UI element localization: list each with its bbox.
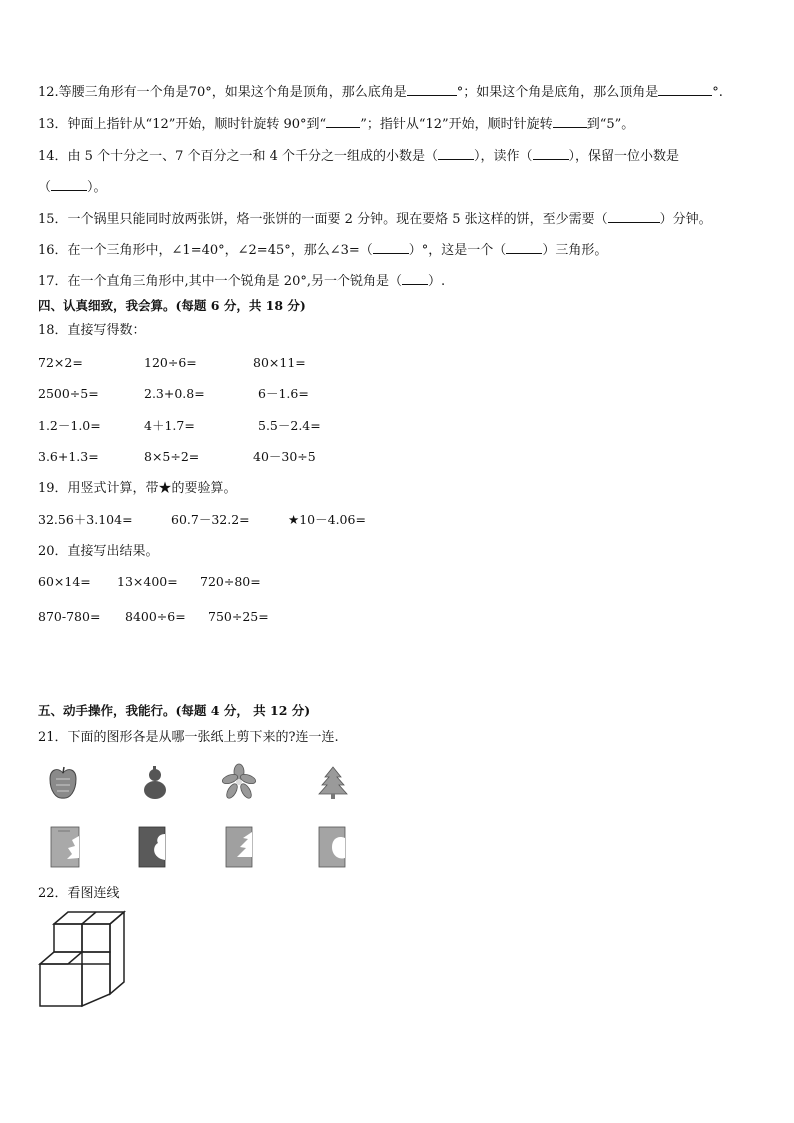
q18-item: 1.2－1.0=	[38, 418, 101, 433]
q14-text-2: ），读作（	[474, 149, 533, 164]
question-14-line-2	[38, 178, 107, 196]
q12-answer-blank-2[interactable]	[658, 83, 712, 96]
question-19-title: 19．用竖式计算，带★的要验算。	[38, 481, 237, 496]
q18-item: 3.6+1.3=	[38, 449, 99, 464]
q13-text-3: 到“5”。	[586, 117, 635, 132]
q15-text-2: ）分钟。	[659, 212, 712, 227]
q12-answer-blank-1[interactable]	[407, 83, 457, 96]
question-16	[38, 241, 607, 259]
q16-text-2: ）°，这是一个（	[408, 243, 507, 258]
question-18-title: 18．直接写得数：	[38, 323, 146, 338]
q20-item: 870-780=	[38, 609, 101, 624]
q19-item: 32.56＋3.104=	[38, 512, 133, 527]
question-14	[38, 147, 679, 165]
tree-cutout-icon	[316, 765, 350, 801]
paper-with-gourd-hole-icon	[138, 826, 166, 868]
q18-item: 4＋1.7=	[144, 418, 195, 433]
apple-cutout-icon	[48, 765, 78, 801]
question-22-title: 22．看图连线	[38, 886, 120, 901]
q14-text-5: ）。	[87, 180, 107, 195]
q12-text-1: 12.等腰三角形有一个角是70°，如果这个角是顶角，那么底角是	[38, 85, 407, 100]
paper-with-apple-hole-icon	[318, 826, 346, 868]
q16-answer-blank-1[interactable]	[373, 241, 409, 254]
q19-item: 60.7－32.2=	[171, 512, 250, 527]
q18-item: 8×5÷2=	[144, 449, 200, 464]
q16-text-3: ）三角形。	[542, 243, 608, 258]
question-15	[38, 210, 712, 228]
section-5-heading: 五、动手操作，我能行。(每题 4 分， 共 12 分)	[38, 703, 311, 718]
cube-stack-figure	[38, 910, 134, 1010]
q17-answer-blank[interactable]	[402, 272, 428, 285]
q15-text-1: 15．一个锅里只能同时放两张饼，烙一张饼的一面要 2 分钟。现在要烙 5 张这样的饼，至少需要（	[38, 212, 608, 227]
q20-item: 8400÷6=	[125, 609, 186, 624]
gourd-cutout-icon	[140, 765, 170, 801]
q18-item: 72×2=	[38, 355, 83, 370]
q15-answer-blank[interactable]	[608, 210, 660, 223]
q20-item: 750÷25=	[208, 609, 269, 624]
q17-text-1: 17．在一个直角三角形中,其中一个锐角是 20°,另一个锐角是（	[38, 274, 402, 289]
flower-cutout-icon	[221, 763, 257, 801]
question-17	[38, 272, 445, 290]
q14-text-1: 14．由 5 个十分之一、7 个百分之一和 4 个千分之一组成的小数是（	[38, 149, 439, 164]
q14-answer-blank-1[interactable]	[438, 147, 474, 160]
q12-text-2: °；如果这个角是底角，那么顶角是	[456, 85, 659, 100]
q14-answer-blank-2[interactable]	[533, 147, 569, 160]
section-4-heading: 四、认真细致，我会算。(每题 6 分，共 18 分)	[38, 298, 306, 313]
q18-item: 5.5－2.4=	[258, 418, 321, 433]
paper-with-tree-hole-icon	[225, 826, 253, 868]
q14-text-3: ），保留一位小数是	[568, 149, 680, 164]
q20-item: 720÷80=	[200, 574, 261, 589]
q20-item: 13×400=	[117, 574, 178, 589]
q13-text-1: 13．钟面上指针从“12”开始，顺时针旋转 90°到“	[38, 117, 327, 132]
q13-text-2: ”；指针从“12”开始，顺时针旋转	[360, 117, 553, 132]
q12-text-3: °.	[712, 85, 723, 100]
question-21-title: 21．下面的图形各是从哪一张纸上剪下来的?连一连.	[38, 730, 339, 745]
q17-text-2: ）.	[427, 274, 446, 289]
q13-answer-blank-2[interactable]	[553, 115, 587, 128]
question-20-title: 20．直接写出结果。	[38, 544, 159, 559]
q18-item: 2.3+0.8=	[144, 386, 205, 401]
q13-answer-blank-1[interactable]	[326, 115, 360, 128]
q18-item: 80×11=	[253, 355, 306, 370]
question-13	[38, 115, 634, 133]
q19-item: ★10－4.06=	[288, 512, 366, 527]
q18-item: 120÷6=	[144, 355, 197, 370]
q20-item: 60×14=	[38, 574, 91, 589]
paper-with-flower-hole-icon	[50, 826, 80, 868]
q18-item: 6－1.6=	[258, 386, 309, 401]
question-12	[38, 83, 723, 101]
q16-text-1: 16．在一个三角形中，∠1=40°，∠2=45°，那么∠3=（	[38, 243, 373, 258]
q18-item: 40－30÷5	[253, 449, 316, 464]
q16-answer-blank-2[interactable]	[506, 241, 542, 254]
q18-item: 2500÷5=	[38, 386, 99, 401]
q14-text-4: （	[38, 180, 52, 195]
q14-answer-blank-3[interactable]	[51, 178, 87, 191]
